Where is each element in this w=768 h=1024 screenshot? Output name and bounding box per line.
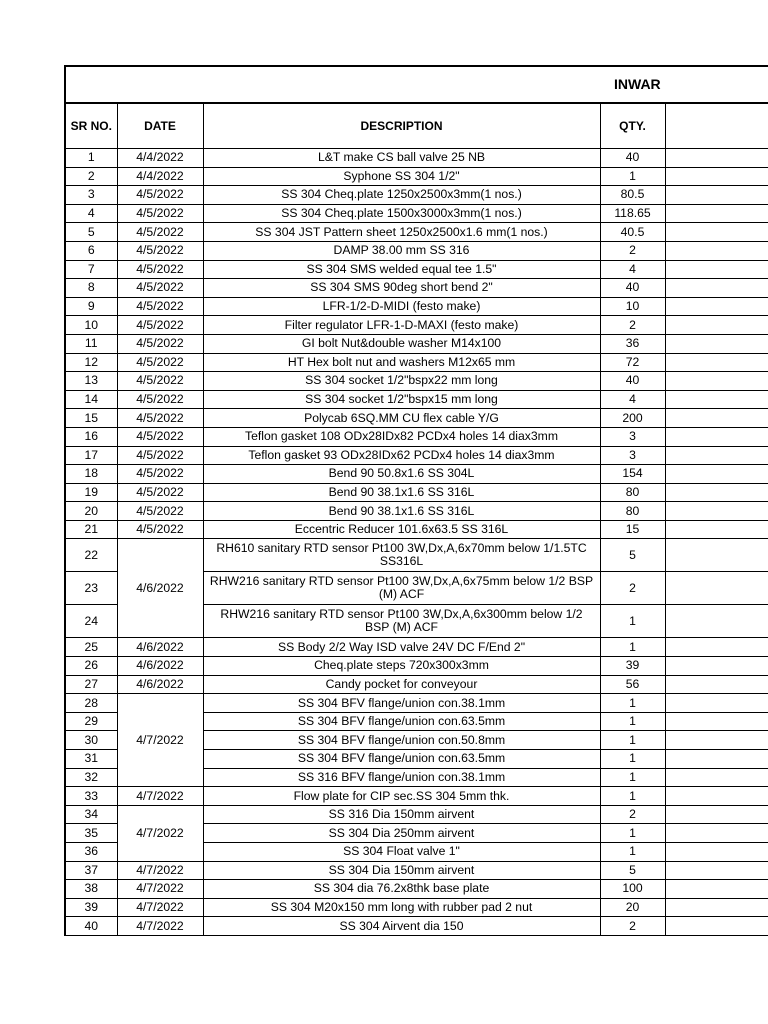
empty-cell [665,502,768,521]
description-cell: Eccentric Reducer 101.6x63.5 SS 316L [203,520,600,539]
qty-cell: 40 [600,149,665,168]
table-row [65,805,768,824]
table-row [65,502,768,521]
description-cell: SS 304 Float valve 1" [203,843,600,862]
table-row [65,353,768,372]
qty-cell: 1 [600,843,665,862]
description-cell: SS 304 JST Pattern sheet 1250x2500x1.6 mm(1 nos.) [203,223,600,242]
empty-cell [665,605,768,638]
header-date: DATE [117,103,203,149]
qty-cell: 118.65 [600,204,665,223]
qty-cell: 80 [600,502,665,521]
description-cell: L&T make CS ball valve 25 NB [203,149,600,168]
empty-cell [665,539,768,572]
table-row [65,427,768,446]
description-cell: SS 304 socket 1/2"bspx22 mm long [203,372,600,391]
description-cell: SS 304 socket 1/2"bspx15 mm long [203,390,600,409]
date-cell: 4/7/2022 [117,917,203,936]
description-cell: SS 316 Dia 150mm airvent [203,805,600,824]
table-row [65,898,768,917]
empty-cell [665,824,768,843]
inward-register-sheet [64,65,768,936]
qty-cell: 1 [600,167,665,186]
table-row [65,861,768,880]
qty-cell: 4 [600,390,665,409]
table-row [65,638,768,657]
sr-no-cell: 28 [65,694,117,713]
date-cell: 4/5/2022 [117,465,203,484]
sr-no-cell: 23 [65,572,117,605]
description-cell: Polycab 6SQ.MM CU flex cable Y/G [203,409,600,428]
empty-cell [665,880,768,899]
date-cell: 4/5/2022 [117,390,203,409]
empty-cell [665,805,768,824]
date-cell: 4/7/2022 [117,805,203,861]
description-cell: SS 304 BFV flange/union con.63.5mm [203,712,600,731]
description-cell: SS 304 SMS 90deg short bend 2" [203,279,600,298]
table-row [65,657,768,676]
table-row [65,149,768,168]
date-cell: 4/5/2022 [117,279,203,298]
description-cell: Bend 90 50.8x1.6 SS 304L [203,465,600,484]
sr-no-cell: 27 [65,675,117,694]
description-cell: GI bolt Nut&double washer M14x100 [203,334,600,353]
description-cell: SS 304 Airvent dia 150 [203,917,600,936]
qty-cell: 1 [600,787,665,806]
qty-cell: 3 [600,446,665,465]
table-row [65,390,768,409]
empty-cell [665,917,768,936]
date-cell: 4/5/2022 [117,483,203,502]
sr-no-cell: 15 [65,409,117,428]
description-cell: SS 304 BFV flange/union con.63.5mm [203,750,600,769]
qty-cell: 80 [600,483,665,502]
sr-no-cell: 17 [65,446,117,465]
qty-cell: 100 [600,880,665,899]
date-cell: 4/5/2022 [117,353,203,372]
description-cell: SS 304 Cheq.plate 1500x3000x3mm(1 nos.) [203,204,600,223]
sr-no-cell: 20 [65,502,117,521]
header-sr-no: SR NO. [65,103,117,149]
date-cell: 4/6/2022 [117,675,203,694]
empty-cell [665,334,768,353]
description-cell: RH610 sanitary RTD sensor Pt100 3W,Dx,A,6x70mm below 1/1.5TC SS316L [203,539,600,572]
date-cell: 4/5/2022 [117,186,203,205]
description-cell: SS 304 Dia 150mm airvent [203,861,600,880]
description-cell: RHW216 sanitary RTD sensor Pt100 3W,Dx,A,6x300mm below 1/2 BSP (M) ACF [203,605,600,638]
description-cell: SS 304 dia 76.2x8thk base plate [203,880,600,899]
sr-no-cell: 2 [65,167,117,186]
header-description: DESCRIPTION [203,103,600,149]
empty-cell [665,768,768,787]
date-cell: 4/5/2022 [117,297,203,316]
table-row [65,260,768,279]
qty-cell: 1 [600,731,665,750]
sr-no-cell: 12 [65,353,117,372]
description-cell: Teflon gasket 93 ODx28IDx62 PCDx4 holes 14 diax3mm [203,446,600,465]
description-cell: LFR-1/2-D-MIDI (festo make) [203,297,600,316]
qty-cell: 1 [600,694,665,713]
empty-cell [665,861,768,880]
empty-cell [665,409,768,428]
table-row [65,186,768,205]
description-cell: SS 304 BFV flange/union con.50.8mm [203,731,600,750]
qty-cell: 39 [600,657,665,676]
empty-cell [665,353,768,372]
date-cell: 4/5/2022 [117,316,203,335]
header-extra [665,103,768,149]
sr-no-cell: 14 [65,390,117,409]
qty-cell: 20 [600,898,665,917]
empty-cell [665,483,768,502]
sr-no-cell: 11 [65,334,117,353]
sr-no-cell: 34 [65,805,117,824]
table-row [65,409,768,428]
sr-no-cell: 39 [65,898,117,917]
date-cell: 4/7/2022 [117,694,203,787]
date-cell: 4/6/2022 [117,638,203,657]
sr-no-cell: 18 [65,465,117,484]
table-row [65,539,768,572]
sr-no-cell: 4 [65,204,117,223]
sr-no-cell: 25 [65,638,117,657]
empty-cell [665,204,768,223]
qty-cell: 10 [600,297,665,316]
sr-no-cell: 32 [65,768,117,787]
empty-cell [665,787,768,806]
date-cell: 4/5/2022 [117,223,203,242]
empty-cell [665,520,768,539]
date-cell: 4/5/2022 [117,502,203,521]
empty-cell [665,731,768,750]
sr-no-cell: 35 [65,824,117,843]
empty-cell [665,167,768,186]
sr-no-cell: 3 [65,186,117,205]
qty-cell: 4 [600,260,665,279]
qty-cell: 154 [600,465,665,484]
date-cell: 4/6/2022 [117,657,203,676]
table-row [65,316,768,335]
table-row [65,483,768,502]
description-cell: Bend 90 38.1x1.6 SS 316L [203,483,600,502]
table-row [65,446,768,465]
date-cell: 4/5/2022 [117,260,203,279]
header-qty: QTY. [600,103,665,149]
date-cell: 4/7/2022 [117,787,203,806]
table-row [65,334,768,353]
empty-cell [665,297,768,316]
qty-cell: 40 [600,372,665,391]
date-cell: 4/5/2022 [117,409,203,428]
qty-cell: 3 [600,427,665,446]
qty-cell: 5 [600,861,665,880]
description-cell: Teflon gasket 108 ODx28IDx82 PCDx4 holes 14 diax3mm [203,427,600,446]
sr-no-cell: 26 [65,657,117,676]
empty-cell [665,427,768,446]
qty-cell: 2 [600,241,665,260]
description-cell: Cheq.plate steps 720x300x3mm [203,657,600,676]
sr-no-cell: 37 [65,861,117,880]
sr-no-cell: 9 [65,297,117,316]
qty-cell: 1 [600,824,665,843]
description-cell: Flow plate for CIP sec.SS 304 5mm thk. [203,787,600,806]
empty-cell [665,750,768,769]
sr-no-cell: 31 [65,750,117,769]
table-row [65,675,768,694]
sr-no-cell: 8 [65,279,117,298]
qty-cell: 2 [600,316,665,335]
qty-cell: 36 [600,334,665,353]
description-cell: Candy pocket for conveyour [203,675,600,694]
date-cell: 4/5/2022 [117,241,203,260]
empty-cell [665,712,768,731]
empty-cell [665,149,768,168]
empty-cell [665,260,768,279]
date-cell: 4/7/2022 [117,861,203,880]
qty-cell: 1 [600,605,665,638]
qty-cell: 1 [600,768,665,787]
description-cell: Bend 90 38.1x1.6 SS 316L [203,502,600,521]
qty-cell: 5 [600,539,665,572]
qty-cell: 40.5 [600,223,665,242]
table-row [65,465,768,484]
date-cell: 4/4/2022 [117,167,203,186]
table-row [65,520,768,539]
table-row [65,694,768,713]
description-cell: DAMP 38.00 mm SS 316 [203,241,600,260]
qty-cell: 1 [600,750,665,769]
empty-cell [665,843,768,862]
empty-cell [665,898,768,917]
description-cell: SS 304 Dia 250mm airvent [203,824,600,843]
date-cell: 4/5/2022 [117,427,203,446]
description-cell: SS Body 2/2 Way ISD valve 24V DC F/End 2" [203,638,600,657]
description-cell: RHW216 sanitary RTD sensor Pt100 3W,Dx,A,6x75mm below 1/2 BSP (M) ACF [203,572,600,605]
table-row [65,204,768,223]
table-row [65,279,768,298]
sr-no-cell: 1 [65,149,117,168]
sr-no-cell: 22 [65,539,117,572]
qty-cell: 2 [600,572,665,605]
empty-cell [665,241,768,260]
table-row [65,223,768,242]
table-row [65,297,768,316]
table-row [65,372,768,391]
table-row [65,241,768,260]
sr-no-cell: 30 [65,731,117,750]
table-row [65,917,768,936]
qty-cell: 1 [600,638,665,657]
date-cell: 4/7/2022 [117,880,203,899]
sr-no-cell: 13 [65,372,117,391]
empty-cell [665,657,768,676]
empty-cell [665,465,768,484]
sr-no-cell: 38 [65,880,117,899]
empty-cell [665,675,768,694]
empty-cell [665,694,768,713]
empty-cell [665,186,768,205]
date-cell: 4/6/2022 [117,539,203,638]
table-row [65,167,768,186]
title-row [65,66,768,103]
table-row [65,787,768,806]
sr-no-cell: 40 [65,917,117,936]
description-cell: Syphone SS 304 1/2" [203,167,600,186]
sr-no-cell: 10 [65,316,117,335]
empty-cell [665,223,768,242]
empty-cell [665,372,768,391]
description-cell: SS 304 SMS welded equal tee 1.5" [203,260,600,279]
date-cell: 4/5/2022 [117,334,203,353]
inward-table [64,65,768,936]
description-cell: SS 304 Cheq.plate 1250x2500x3mm(1 nos.) [203,186,600,205]
sr-no-cell: 33 [65,787,117,806]
qty-cell: 200 [600,409,665,428]
qty-cell: 40 [600,279,665,298]
description-cell: HT Hex bolt nut and washers M12x65 mm [203,353,600,372]
date-cell: 4/7/2022 [117,898,203,917]
date-cell: 4/5/2022 [117,372,203,391]
sr-no-cell: 16 [65,427,117,446]
date-cell: 4/5/2022 [117,520,203,539]
empty-cell [665,446,768,465]
sr-no-cell: 29 [65,712,117,731]
sr-no-cell: 19 [65,483,117,502]
qty-cell: 80.5 [600,186,665,205]
description-cell: SS 304 M20x150 mm long with rubber pad 2 nut [203,898,600,917]
title-cell [65,66,768,103]
header-row [65,103,768,149]
empty-cell [665,279,768,298]
empty-cell [665,638,768,657]
description-cell: Filter regulator LFR-1-D-MAXI (festo make) [203,316,600,335]
sr-no-cell: 7 [65,260,117,279]
qty-cell: 2 [600,917,665,936]
sr-no-cell: 21 [65,520,117,539]
empty-cell [665,390,768,409]
qty-cell: 2 [600,805,665,824]
date-cell: 4/5/2022 [117,204,203,223]
description-cell: SS 316 BFV flange/union con.38.1mm [203,768,600,787]
qty-cell: 72 [600,353,665,372]
date-cell: 4/4/2022 [117,149,203,168]
sr-no-cell: 36 [65,843,117,862]
description-cell: SS 304 BFV flange/union con.38.1mm [203,694,600,713]
sr-no-cell: 24 [65,605,117,638]
sheet-title: INWAR [614,75,661,92]
sr-no-cell: 5 [65,223,117,242]
sr-no-cell: 6 [65,241,117,260]
qty-cell: 1 [600,712,665,731]
qty-cell: 56 [600,675,665,694]
date-cell: 4/5/2022 [117,446,203,465]
empty-cell [665,572,768,605]
table-row [65,880,768,899]
empty-cell [665,316,768,335]
qty-cell: 15 [600,520,665,539]
